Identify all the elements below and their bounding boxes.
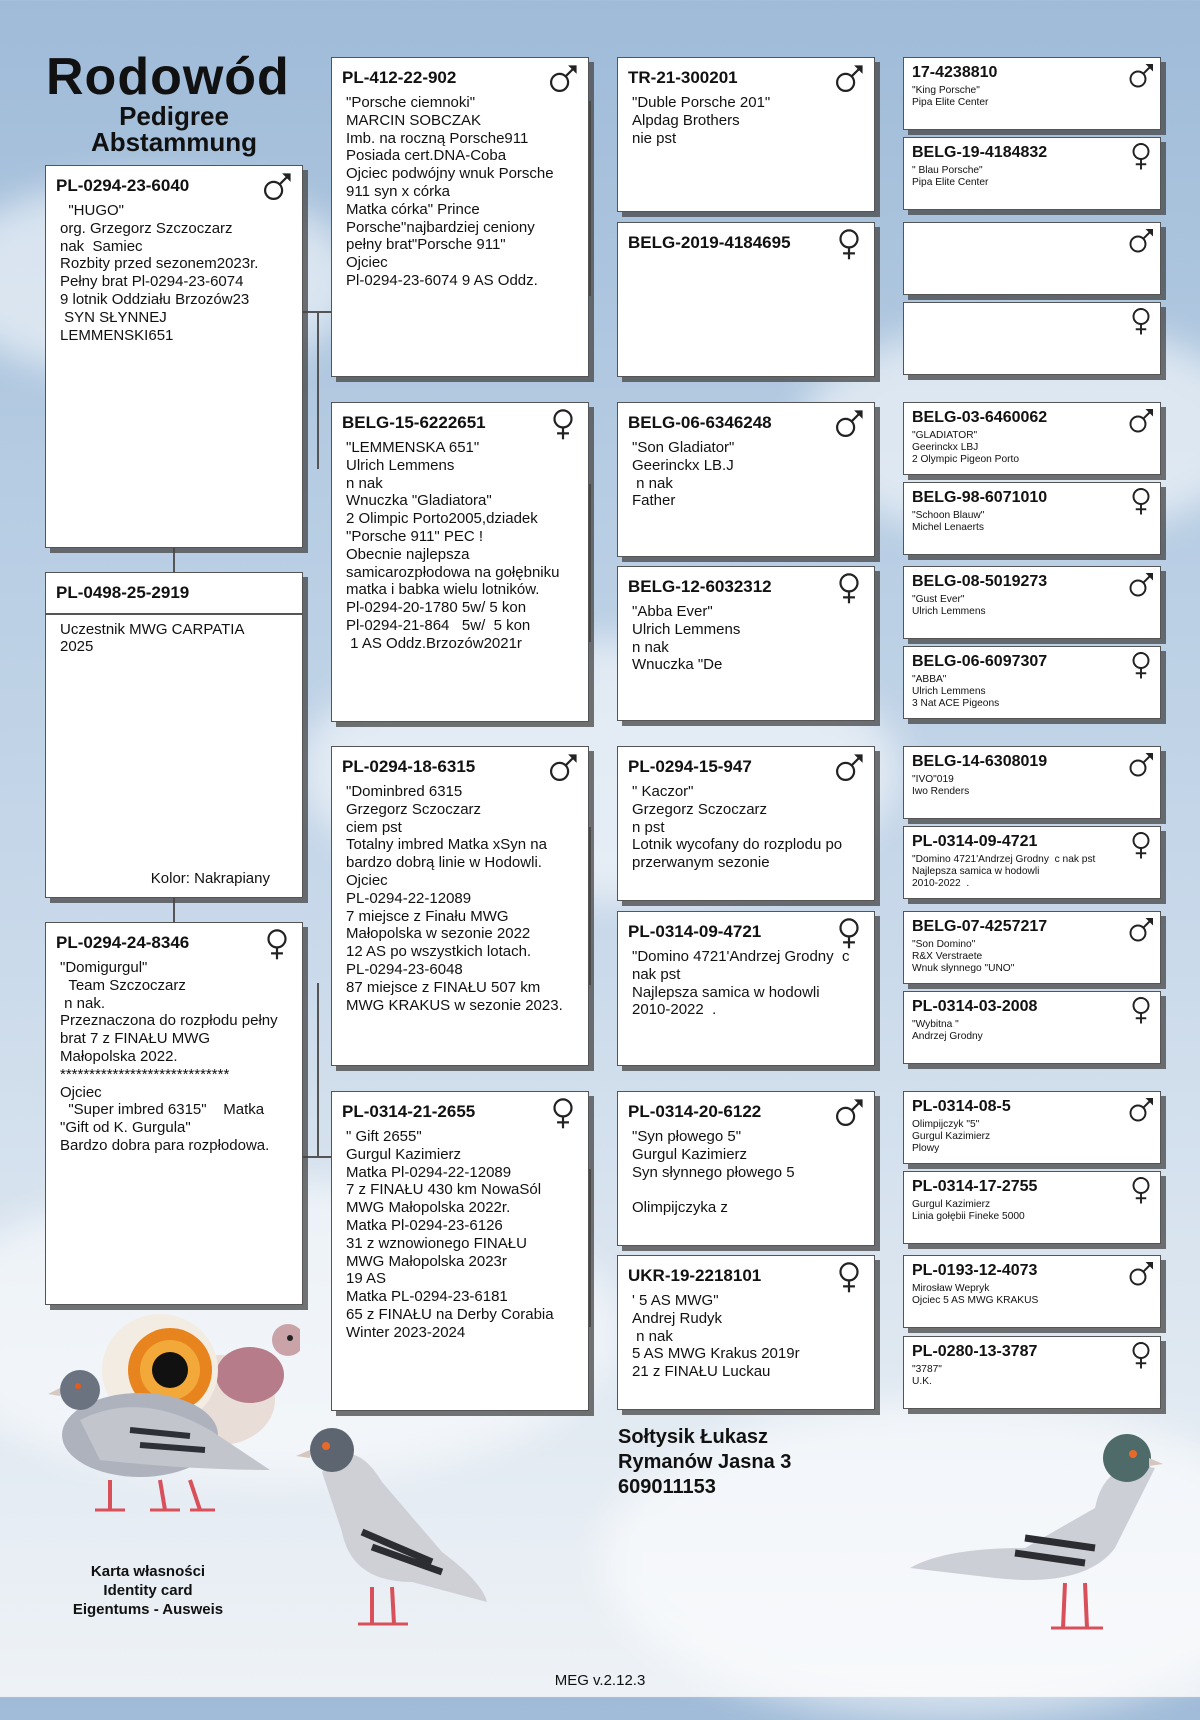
ring-number: PL-0314-08-5 xyxy=(912,1098,1011,1115)
gen4-box xyxy=(903,1171,1161,1244)
card-line-en: Identity card xyxy=(103,1582,193,1599)
card-line-de: Eigentums - Ausweis xyxy=(72,1601,224,1618)
ring-number: UKR-19-2218101 xyxy=(628,1266,762,1285)
male-symbol-icon xyxy=(546,751,580,785)
male-symbol-icon xyxy=(1126,226,1156,256)
female-symbol-icon xyxy=(1126,650,1156,680)
info-ring-number: PL-0498-25-2919 xyxy=(56,583,190,602)
page-subtitle-en: Pedigree xyxy=(119,101,229,131)
gen4-box xyxy=(903,566,1161,639)
gen3-box xyxy=(617,566,875,721)
male-symbol-icon xyxy=(1126,750,1156,780)
male-symbol-icon xyxy=(260,170,294,204)
gen3-box xyxy=(617,57,875,212)
gen4-box xyxy=(903,402,1161,475)
page-title: Rodowód xyxy=(46,48,290,106)
female-symbol-icon xyxy=(546,1096,580,1130)
ring-number: PL-0314-09-4721 xyxy=(628,922,762,941)
main-ring-number: PL-0294-23-6040 xyxy=(56,176,190,195)
pigeon-description: "Wybitna " Andrzej Grodny xyxy=(912,1019,983,1042)
connector-line xyxy=(317,983,319,1158)
pigeon-description xyxy=(904,309,1160,312)
gen4-box xyxy=(903,911,1161,984)
info-description: Uczestnik MWG CARPATIA 2025 xyxy=(60,620,245,656)
ring-number: PL-0294-15-947 xyxy=(628,757,752,776)
gen4-box xyxy=(903,646,1161,719)
gen4-box xyxy=(903,137,1161,210)
pigeon-illustration-right xyxy=(905,1428,1165,1653)
male-symbol-icon xyxy=(1126,61,1156,91)
connector-line xyxy=(173,898,175,922)
gen4-box xyxy=(903,1091,1161,1164)
female-symbol-icon xyxy=(832,571,866,605)
gen4-box xyxy=(903,826,1161,899)
ring-number: BELG-19-4184832 xyxy=(912,144,1048,161)
female-symbol-icon xyxy=(1126,306,1156,336)
pigeon-description: "ABBA" Ulrich Lemmens 3 Nat ACE Pigeons xyxy=(912,674,1000,709)
female-symbol-icon xyxy=(1126,995,1156,1025)
female-symbol-icon xyxy=(832,227,866,261)
card-line-pl: Karta własności xyxy=(90,1563,206,1580)
pigeon-description: "3787" U.K. xyxy=(912,1364,942,1387)
pigeon-description: "Syn płowego 5" Gurgul Kazimierz Syn słynnego płowego 5 Olimpijczyka z xyxy=(632,1128,795,1217)
ring-number: PL-0314-03-2008 xyxy=(912,998,1038,1015)
ring-number: BELG-12-6032312 xyxy=(628,577,772,596)
female-symbol-icon xyxy=(1126,830,1156,860)
owner-block xyxy=(618,1425,791,1500)
main-pigeon-box xyxy=(45,165,303,548)
connector-line xyxy=(589,827,591,985)
main-description: "HUGO" org. Grzegorz Szczoczarz nak Samiec Rozbity przed sezonem2023r. Pełny brat Pl-0294-23-6074 9 lotnik Oddziału Brzozów23 SYN SŁYNNEJ LEMMENSKI651 xyxy=(60,202,259,344)
gen2-box xyxy=(331,57,589,377)
ring-number: BELG-08-5019273 xyxy=(912,573,1048,590)
female-symbol-icon xyxy=(546,407,580,441)
female-symbol-icon xyxy=(832,1260,866,1294)
pigeon-description: " Gift 2655" Gurgul Kazimierz Matka Pl-0294-22-12089 7 z FINAŁU 430 km NowaSól MWG Małopolska 2022r. Matka Pl-0294-23-6126 31 z wznowionego FINAŁU MWG Małopolska 2023r 19 AS Matka PL-0294-23-6181 65 z FINAŁU na Derby Corabia Winter 2023-2024 xyxy=(346,1128,554,1341)
connector-line xyxy=(317,311,319,469)
pigeon-pair-illustration xyxy=(40,1310,300,1535)
ring-number: PL-0294-18-6315 xyxy=(342,757,476,776)
pigeon-description: "Son Gladiator" Geerinckx LB.J n nak Father xyxy=(632,439,735,510)
dam-box xyxy=(45,922,303,1305)
male-symbol-icon xyxy=(1126,570,1156,600)
ring-number: BELG-06-6346248 xyxy=(628,413,772,432)
pigeon-description: Gurgul Kazimierz Linia gołębii Fineke 5000 xyxy=(912,1199,1025,1222)
dam-description: "Domigurgul" Team Szczoczarz n nak. Przeznaczona do rozpłodu pełny brat 7 z FINAŁU MWG Małopolska 2022. ***************************** Ojciec "Super imbred 6315" Matka "Gift od K. Gurgula" Bardzo dobra para rozpłodowa. xyxy=(60,959,278,1154)
pigeon-description: "Abba Ever" Ulrich Lemmens n nak Wnuczka "De xyxy=(632,603,741,674)
ring-number: TR-21-300201 xyxy=(628,68,738,87)
gen3-box xyxy=(617,402,875,557)
female-symbol-icon xyxy=(260,927,294,961)
pigeon-description: "Duble Porsche 201" Alpdag Brothers nie pst xyxy=(632,94,771,147)
gen2-box xyxy=(331,1091,589,1411)
connector-line xyxy=(173,548,175,572)
connector-line xyxy=(589,1169,591,1327)
ring-number: PL-0314-09-4721 xyxy=(912,833,1038,850)
gen4-box xyxy=(903,222,1161,295)
gen2-box xyxy=(331,746,589,1066)
pigeon-description: "Gust Ever" Ulrich Lemmens xyxy=(912,594,986,617)
ring-number: PL-412-22-902 xyxy=(342,68,457,87)
pigeon-description: "IVO"019 Iwo Renders xyxy=(912,774,970,797)
owner-name: Sołtysik Łukasz xyxy=(618,1426,769,1448)
pigeon-description: "Domino 4721'Andrzej Grodny c nak pst Najlepsza samica w hodowli 2010-2022 . xyxy=(912,854,1096,889)
pigeon-description: "Schoon Blauw" Michel Lenaerts xyxy=(912,510,985,533)
male-symbol-icon xyxy=(832,751,866,785)
pigeon-description: Mirosław Wepryk Ojciec 5 AS MWG KRAKUS xyxy=(912,1283,1039,1306)
ring-number: PL-0193-12-4073 xyxy=(912,1262,1038,1279)
male-symbol-icon xyxy=(1126,915,1156,945)
pigeon-description: "Dominbred 6315 Grzegorz Sczoczarz ciem pst Totalny imbred Matka xSyn na bardzo dobrą linie w Hodowli. Ojciec PL-0294-22-12089 7 miejsce z Finału MWG Małopolska w sezonie 2022 12 AS po wszystkich lotach. PL-0294-23-6048 87 miejsce z FINAŁU 507 km MWG KRAKUS w sezonie 2023. xyxy=(346,783,563,1014)
pigeon-description: "Porsche ciemnoki" MARCIN SOBCZAK Imb. na roczną Porsche911 Posiada cert.DNA-Coba Ojciec podwójny wnuk Porsche 911 syn x córka Matka córka" Prince Porsche"najbardziej ceniony pełny brat"Porsche 911" Ojciec Pl-0294-23-6074 9 AS Oddz. xyxy=(346,94,554,289)
gen4-box xyxy=(903,1336,1161,1409)
version-footer: MEG v.2.12.3 xyxy=(554,1672,646,1689)
identity-card-caption xyxy=(48,1562,248,1619)
ring-number: BELG-03-6460062 xyxy=(912,409,1048,426)
pigeon-illustration xyxy=(292,1412,492,1642)
gen4-box xyxy=(903,57,1161,130)
female-symbol-icon xyxy=(1126,1175,1156,1205)
gen3-box xyxy=(617,1091,875,1246)
pigeon-description: "King Porsche" Pipa Elite Center xyxy=(912,85,989,108)
pigeon-description: " Blau Porsche" Pipa Elite Center xyxy=(912,165,989,188)
pigeon-description xyxy=(904,229,1160,232)
ring-number: 17-4238810 xyxy=(912,64,998,81)
gen2-box xyxy=(331,402,589,722)
gen4-box xyxy=(903,302,1161,375)
male-symbol-icon xyxy=(832,407,866,441)
gen3-box xyxy=(617,911,875,1066)
ring-number: BELG-2019-4184695 xyxy=(628,233,791,252)
gen3-box xyxy=(617,222,875,377)
male-symbol-icon xyxy=(832,1096,866,1130)
pigeon-description: "LEMMENSKA 651" Ulrich Lemmens n nak Wnuczka "Gladiatora" 2 Olimpic Porto2005,dziadek "Porsche 911" PEC ! Obecnie najlepsza samicarozpłodowa na gołębniku matka i babka wielu lotników. Pl-0294-20-1780 5w/ 5 kon Pl-0294-21-864 5w/ 5 kon 1 AS Oddz.Brzozów2021r xyxy=(346,439,560,652)
gen3-box xyxy=(617,746,875,901)
female-symbol-icon xyxy=(832,916,866,950)
male-symbol-icon xyxy=(546,62,580,96)
pigeon-description: ' 5 AS MWG" Andrej Rudyk n nak 5 AS MWG Krakus 2019r 21 z FINAŁU Luckau xyxy=(632,1292,800,1381)
owner-address: Rymanów Jasna 3 xyxy=(618,1451,792,1473)
ring-number: PL-0314-17-2755 xyxy=(912,1178,1038,1195)
owner-phone: 609011153 xyxy=(618,1476,716,1498)
male-symbol-icon xyxy=(1126,1095,1156,1125)
dam-ring-number: PL-0294-24-8346 xyxy=(56,933,190,952)
pigeon-description: "Domino 4721'Andrzej Grodny c nak pst Najlepsza samica w hodowli 2010-2022 . xyxy=(632,948,850,1019)
female-symbol-icon xyxy=(1126,486,1156,516)
pigeon-description: Olimpijczyk "5" Gurgul Kazimierz Plowy xyxy=(912,1119,991,1154)
male-symbol-icon xyxy=(1126,406,1156,436)
connector-line xyxy=(589,484,591,642)
gen4-box xyxy=(903,1255,1161,1328)
ring-number: BELG-14-6308019 xyxy=(912,753,1048,770)
pigeon-description: "Son Domino" R&X Verstraete Wnuk słynnego "UNO" xyxy=(912,939,1015,974)
ring-number: PL-0314-20-6122 xyxy=(628,1102,762,1121)
gen4-box xyxy=(903,746,1161,819)
color-label: Kolor: Nakrapiany xyxy=(150,870,270,887)
connector-line xyxy=(589,101,591,296)
gen4-box xyxy=(903,482,1161,555)
ring-number: PL-0280-13-3787 xyxy=(912,1343,1038,1360)
female-symbol-icon xyxy=(1126,141,1156,171)
pigeon-description: "GLADIATOR" Geerinckx LBJ 2 Olympic Pigeon Porto xyxy=(912,430,1020,465)
gen3-box xyxy=(617,1255,875,1410)
ring-number: PL-0314-21-2655 xyxy=(342,1102,476,1121)
ring-number: BELG-15-6222651 xyxy=(342,413,486,432)
male-symbol-icon xyxy=(1126,1259,1156,1289)
female-symbol-icon xyxy=(1126,1340,1156,1370)
ring-number: BELG-06-6097307 xyxy=(912,653,1048,670)
ring-number: BELG-07-4257217 xyxy=(912,918,1048,935)
page-subtitle-de: Abstammung xyxy=(90,127,258,157)
ring-number: BELG-98-6071010 xyxy=(912,489,1048,506)
gen4-box xyxy=(903,991,1161,1064)
info-box xyxy=(45,572,303,898)
pigeon-description: " Kaczor" Grzegorz Sczoczarz n pst Lotnik wycofany do rozplodu po przerwanym sezonie xyxy=(632,783,843,872)
male-symbol-icon xyxy=(832,62,866,96)
